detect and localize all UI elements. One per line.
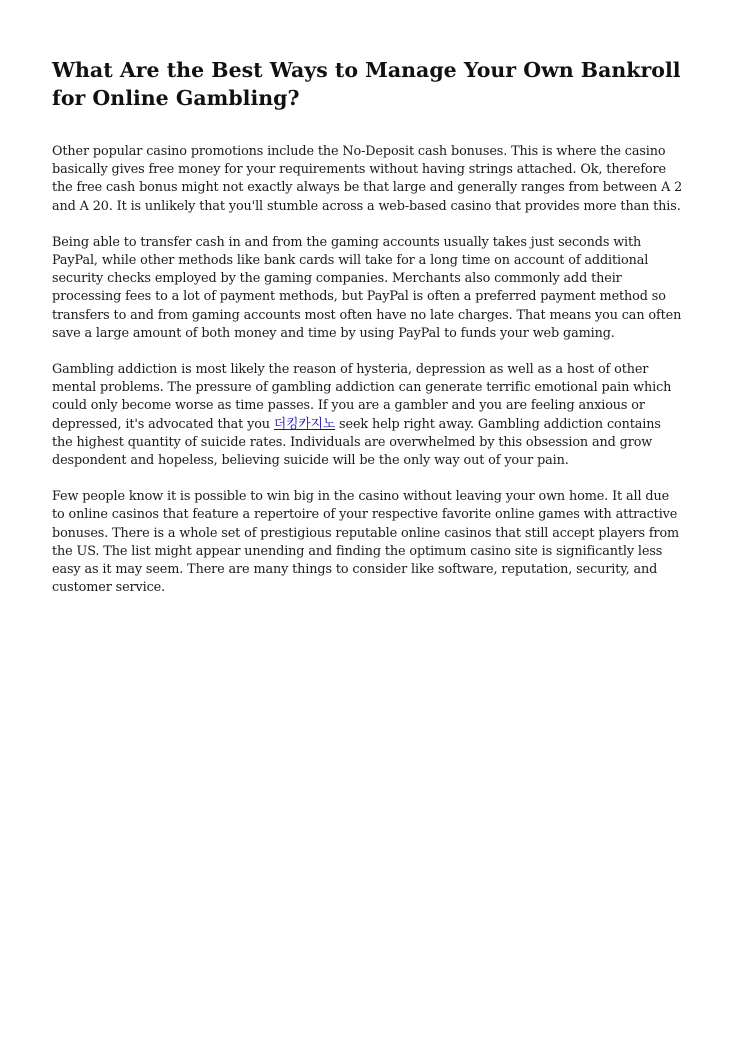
paragraph-3	[52, 361, 684, 470]
paragraph-3-text-before-link: Gambling addiction is most likely the reason of hysteria, depression as well as a host of other mental problems. The pressure of gambling addiction can generate terrific emotional pain which could only become worse as time passes. If you are a gambler and you are feeling anxious or depressed, it's advocated that you	[52, 362, 672, 432]
article-body	[52, 143, 684, 597]
paragraph-1: Other popular casino promotions include the No-Deposit cash bonuses. This is where the casino basically gives free money for your requirements without having strings attached. Ok, therefore the free cash bonus might not exactly always be that large and generally ranges from between A 2 and A 20. It is unlikely that you'll stumble across a web-based casino that provides more than this.	[52, 144, 683, 214]
paragraph-2: Being able to transfer cash in and from the gaming accounts usually takes just seconds with PayPal, while other methods like bank cards will take for a long time on account of additional security checks employed by the gaming companies. Merchants also commonly add their processing fees to a lot of payment methods, but PayPal is often a preferred payment method so transfers to and from gaming accounts most often have no late charges. That means you can often save a large amount of both money and time by using PayPal to funds your web gaming.	[52, 234, 682, 341]
paragraph-3-text-after-link: seek help right away. Gambling addiction contains the highest quantity of suicide rates. Individuals are overwhelmed by this obsession and grow despondent and hopeless, believing suicide will be the only way out of your pain.	[52, 416, 661, 469]
document-page	[52, 56, 684, 615]
page-title: What Are the Best Ways to Manage Your Own Bankroll for Online Gambling?	[52, 58, 681, 110]
paragraph-4: Few people know it is possible to win big in the casino without leaving your own home. It all due to online casinos that feature a repertoire of your respective favorite online games with attractive bonuses. There is a whole set of prestigious reputable online casinos that still accept players from the US. The list might appear unending and finding the optimum casino site is significantly less easy as it may seem. There are many things to consider like software, reputation, security, and customer service.	[52, 489, 680, 596]
casino-link[interactable]: 더킹카지노	[273, 416, 336, 432]
